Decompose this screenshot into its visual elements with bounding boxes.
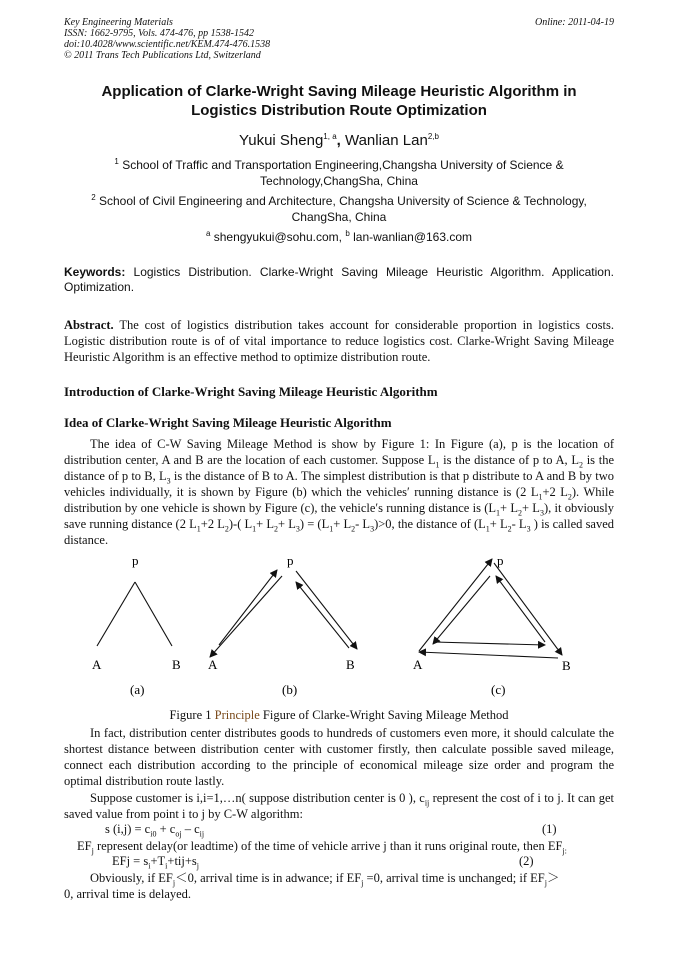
arrow-p-to-B-outer <box>494 563 562 655</box>
email-a-sup: a <box>205 229 211 238</box>
keywords <box>64 265 614 295</box>
affiliation-2 <box>70 193 608 225</box>
subfigure-a <box>92 553 181 697</box>
affil-2-line-1: School of Civil Engineering and Architecture, Changsha University of Science & Technology, <box>98 194 587 208</box>
paragraph-efj: $EF_j$ represent delay(or leadtime) of the time of vehicle arrive j than it runs original route, then $EF_{j:}$ <box>77 839 567 856</box>
arrow-B-to-A-outer <box>419 652 558 658</box>
edge-p-B-a <box>135 582 172 646</box>
emails <box>70 229 608 245</box>
equation-2-number: (2) <box>519 854 534 868</box>
copyright-line: © 2011 Trans Tech Publications Ltd, Switzerland <box>64 50 261 61</box>
equation-1-number: (1) <box>542 822 557 836</box>
label-B-c: B <box>562 658 571 673</box>
label-A-c: A <box>413 657 423 672</box>
affil-1-line-1: School of Traffic and Transportation Engineering,Changsha University of Science & <box>122 158 564 172</box>
label-subfig-b: (b) <box>282 682 298 697</box>
label-A-b: A <box>208 657 218 672</box>
abstract-label: Abstract. <box>64 318 114 332</box>
affil-1-line-2: Technology,ChangSha, China <box>260 174 418 188</box>
section-heading-intro: Introduction of Clarke-Wright Saving Mileage Heuristic Algorithm <box>64 384 438 399</box>
label-p-b: p <box>287 553 294 568</box>
title-line-1: Application of Clarke-Wright Saving Mileage Heuristic Algorithm in <box>101 83 577 100</box>
author-1-sup: 1, a <box>323 132 337 141</box>
label-p-a: p <box>132 553 139 568</box>
arrow-p-to-A <box>210 576 282 657</box>
subsection-heading-idea: Idea of Clarke-Wright Saving Mileage Heuristic Algorithm <box>64 415 392 430</box>
affil-2-line-2: ChangSha, China <box>291 210 387 224</box>
abstract-text: The cost of logistics distribution takes account for considerable proportion in logistics costs. Logistic distribution route is of of vital importance to reduce logistics cost. Clarke-Wright Saving Mileage Heuristic Algorithm is an effective method to optimize distribution route. <box>64 318 615 364</box>
paragraph-idea: The idea of C-W Saving Mileage Method is show by Figure 1: In Figure (a), p is the location of distribution center, A and B are the location of each customer. Suppose $L_1$ is the distance of p to A, $L_2$ is the distance of p to B, $L_3$ is the distance of B to A. The simplest distribution is that p distribute to A and B by two vehicles individually, it is shown by Figure (b) which the vehicles′ running distance is (2 $L_1+2$ $L_2$). While distribution by one vehicle is shown by Figure (c), the vehicle′s running distance is $(L_1+ L_2+ L_3)$, it obviously save running distance (2 $L_1+2$ $L_2)-$( $L_1+ L_2+ L_3) = (L_1+ L_2-$ $L_3)>0$, the distance of ($L_1+ L_2-$ $L_3$ ) is called saved distance. <box>64 437 615 547</box>
doi-line: doi:10.4028/www.scientific.net/KEM.474-476.1538 <box>64 39 271 50</box>
paragraph-obviously: Obviously, if $EF_j<0$, arrival time is in adwance; if $EF_j =0$, arrival time is unchanged; if $EF_j>$ 0, arrival time is delayed. <box>64 871 560 901</box>
arrow-A-to-B-inner <box>434 642 545 645</box>
issn-line: ISSN: 1662-9795, Vols. 474-476, pp 1538-1542 <box>64 28 254 39</box>
affil-1-num: 1 <box>114 157 119 166</box>
subfigure-b <box>208 553 357 697</box>
email-a[interactable]: shengyukui@sohu.com, <box>213 230 342 244</box>
label-subfig-a: (a) <box>130 682 145 697</box>
label-B-a: B <box>172 657 181 672</box>
author-1: Yukui Sheng <box>239 132 324 149</box>
keywords-label: Keywords: <box>64 265 126 279</box>
arrow-p-to-A-inner <box>433 576 490 644</box>
arrow-A-to-p-outer <box>419 559 492 651</box>
affil-2-num: 2 <box>91 193 96 202</box>
email-b[interactable]: lan-wanlian@163.com <box>353 230 473 244</box>
arrow-B-to-p-inner <box>496 576 545 642</box>
title-line-2: Logistics Distribution Route Optimization <box>191 102 487 119</box>
author-2: Wanlian Lan <box>344 132 428 149</box>
author-line <box>40 132 638 149</box>
journal-name: Key Engineering Materials <box>64 17 173 28</box>
keywords-text: Logistics Distribution. Clarke-Wright Saving Mileage Heuristic Algorithm. Application. Optimization. <box>64 265 614 294</box>
equation-1: s $(i,j) = c_{i0} + c_{oj} - c_{ij}$ <box>105 822 205 839</box>
label-B-b: B <box>346 657 355 672</box>
affiliation-1 <box>70 157 608 189</box>
paragraph-suppose: Suppose customer is i,i=1,…n( suppose distribution center is 0 ), $c_{ij}$ represent the cost of i to j. It can get saved value from point i to j by C-W algorithm: <box>64 791 614 821</box>
arrow-A-to-p <box>219 570 277 645</box>
edge-p-A-a <box>97 582 135 646</box>
figure-1-diagram <box>0 548 678 698</box>
author-sep: , <box>336 132 345 149</box>
equation-2: EFj = $s_i+T_i+tij+s_j$ <box>112 854 200 871</box>
paragraph-in-fact: In fact, distribution center distributes goods to hundreds of customers even more, it should calculate the shortest distance between distribution center with customer firstly, then calculate possible saved mileage, connect each distribution according to the principle of economical mileage size order and program the optimal distribution route lastly. <box>64 726 614 788</box>
label-p-c: p <box>497 553 504 568</box>
arrow-p-to-B <box>296 571 357 649</box>
label-subfig-c: (c) <box>491 682 506 697</box>
subfigure-c <box>413 553 571 697</box>
label-A-a: A <box>92 657 102 672</box>
email-b-sup: b <box>345 229 350 238</box>
paper-title <box>40 82 638 120</box>
arrow-B-to-p <box>296 582 349 648</box>
figure-1-caption: Figure 1 Principle Figure of Clarke-Wright Saving Mileage Method <box>169 708 509 722</box>
online-date: Online: 2011-04-19 <box>535 17 614 28</box>
journal-header <box>64 17 270 61</box>
abstract <box>64 317 614 365</box>
author-2-sup: 2,b <box>427 132 439 141</box>
